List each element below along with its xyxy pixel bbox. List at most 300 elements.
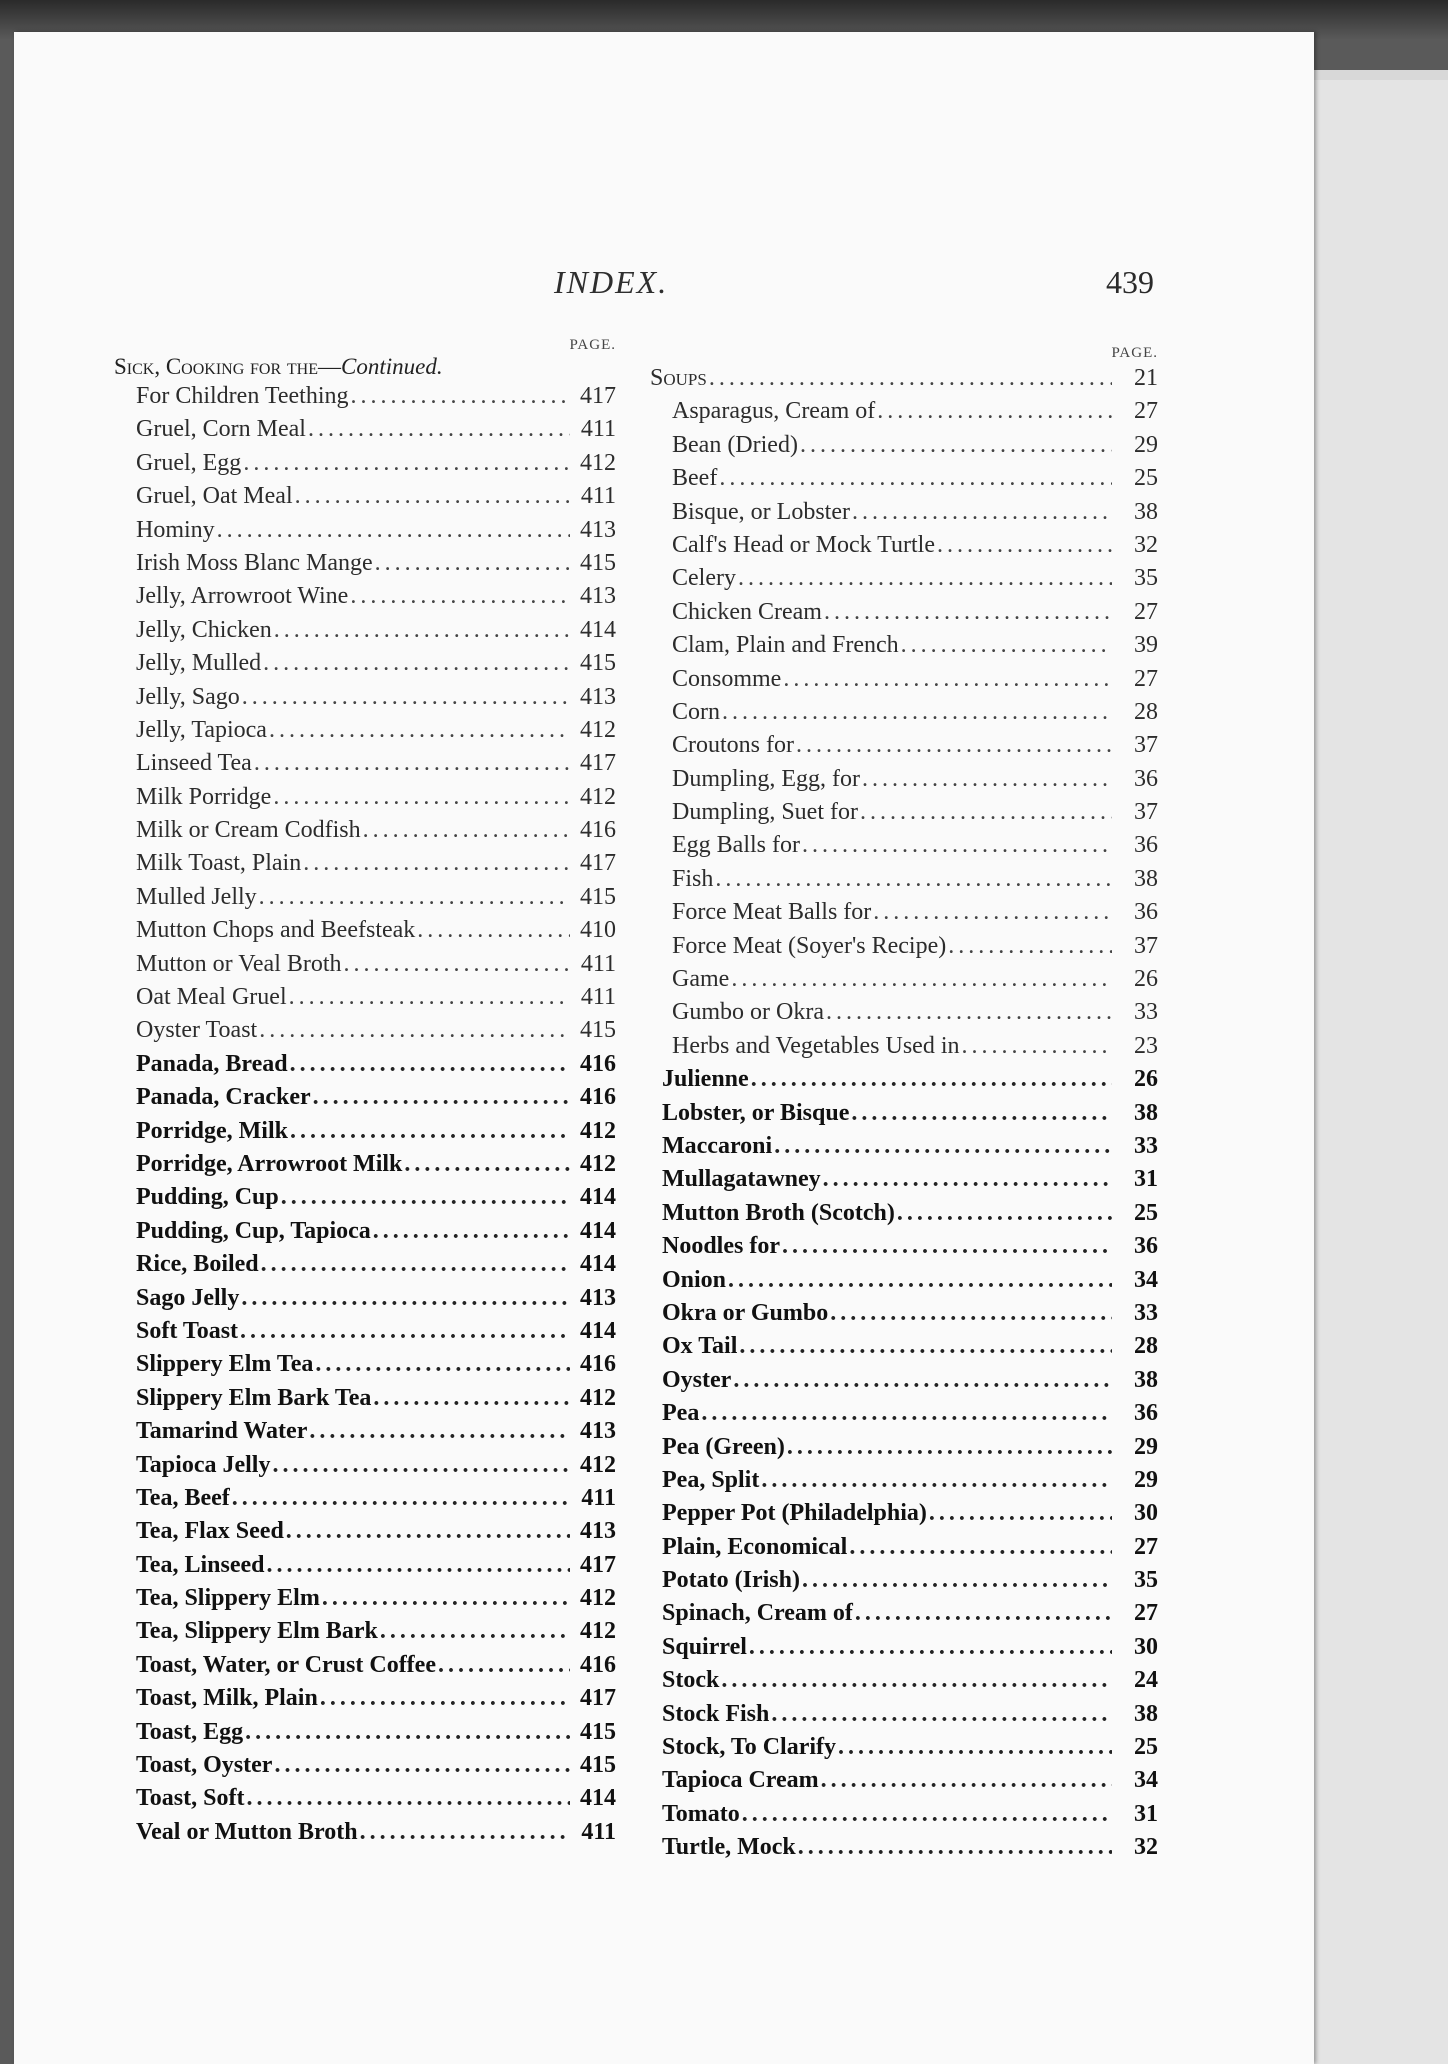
index-entry (114, 1615, 616, 1648)
entry-title: Squirrel (662, 1633, 747, 1660)
entry-page: 37 (1134, 932, 1158, 959)
left-entry-list (114, 380, 616, 1849)
entry-title: Hominy (136, 516, 215, 543)
entry-page: 412 (580, 716, 616, 743)
entry-title: Slippery Elm Tea (136, 1351, 314, 1378)
entry-title: Veal or Mutton Broth (136, 1818, 358, 1845)
index-entry (650, 1597, 1158, 1630)
index-entry (650, 696, 1158, 729)
entry-title: For Children Teething (136, 383, 349, 409)
entry-page: 413 (580, 583, 616, 610)
entry-title: Mulled Jelly (136, 883, 257, 910)
dot-leader (232, 1482, 570, 1515)
entry-title: Tea, Linseed (136, 1551, 265, 1578)
dot-leader (274, 1749, 570, 1782)
dot-leader (375, 547, 570, 580)
dot-leader (259, 1014, 570, 1047)
index-entry (650, 829, 1158, 862)
section-title: Sick, Cooking for the— (114, 354, 342, 379)
dot-leader (242, 681, 570, 714)
index-entry (650, 963, 1158, 996)
entry-page: 25 (1134, 465, 1158, 492)
dot-leader (380, 1615, 570, 1648)
entry-page: 27 (1134, 1533, 1158, 1560)
right-entry-list (650, 395, 1158, 1864)
index-entry (650, 663, 1158, 696)
index-entry (114, 881, 616, 914)
entry-title: Milk Toast, Plain (136, 850, 302, 877)
index-entry (114, 1716, 616, 1749)
entry-title: Celery (672, 565, 736, 592)
dot-leader (259, 881, 570, 914)
index-entry (650, 496, 1158, 529)
entry-title: Dumpling, Egg, for (672, 765, 860, 792)
dot-leader (851, 1097, 1112, 1130)
dot-leader (722, 696, 1112, 729)
index-entry (114, 1348, 616, 1381)
entry-title: Mullagatawney (662, 1166, 821, 1193)
entry-page: 417 (580, 1551, 616, 1578)
entry-title: Tamarind Water (136, 1418, 308, 1445)
dot-leader (715, 863, 1112, 896)
index-entry (114, 514, 616, 547)
entry-title: Porridge, Milk (136, 1117, 288, 1144)
dot-leader (290, 1115, 570, 1148)
entry-title: Toast, Water, or Crust Coffee (136, 1651, 436, 1678)
dot-leader (286, 1515, 570, 1548)
index-entry (114, 1181, 616, 1214)
entry-page: 411 (580, 984, 616, 1011)
index-entry (650, 1631, 1158, 1664)
index-entry (114, 1215, 616, 1248)
dot-leader (897, 1197, 1112, 1230)
dot-leader (360, 1816, 570, 1849)
dot-leader (823, 1163, 1112, 1196)
entry-page: 31 (1134, 1166, 1158, 1193)
dot-leader (373, 1215, 570, 1248)
entry-title: Stock Fish (662, 1700, 770, 1727)
entry-title: Herbs and Vegetables Used in (672, 1032, 960, 1059)
entry-title: Fish (672, 865, 714, 892)
index-entry (650, 1831, 1158, 1864)
entry-title: Sago Jelly (136, 1284, 240, 1311)
dot-leader (739, 1330, 1112, 1363)
entry-title: Ox Tail (662, 1333, 738, 1360)
entry-page: 416 (580, 1084, 616, 1111)
entry-page: 413 (580, 683, 616, 710)
entry-page: 411 (580, 416, 616, 443)
entry-page: 25 (1134, 1734, 1158, 1761)
entry-page: 26 (1134, 966, 1158, 993)
entry-page: 32 (1134, 1834, 1158, 1861)
index-entry (650, 1764, 1158, 1797)
entry-page: 30 (1134, 1500, 1158, 1527)
index-entry (650, 1698, 1158, 1731)
index-entry (114, 1282, 616, 1315)
entry-title: Milk Porridge (136, 783, 272, 810)
entry-page: 417 (580, 1685, 616, 1712)
entry-page: 31 (1134, 1800, 1158, 1827)
dot-leader (308, 413, 570, 446)
entry-title: Beef (672, 465, 718, 492)
index-entry (650, 1798, 1158, 1831)
dot-leader (771, 1698, 1112, 1731)
dot-leader (721, 1664, 1112, 1697)
index-entry (114, 781, 616, 814)
index-entry (650, 1564, 1158, 1597)
index-entry (650, 429, 1158, 462)
section-page: 21 (1134, 365, 1158, 391)
section-title: Soups (650, 365, 707, 391)
dot-leader (852, 496, 1112, 529)
index-entry (650, 462, 1158, 495)
dot-leader (373, 1382, 570, 1415)
dot-leader (315, 1348, 570, 1381)
entry-page: 38 (1134, 865, 1158, 892)
entry-page: 35 (1134, 1567, 1158, 1594)
entry-title: Rice, Boiled (136, 1251, 259, 1278)
dot-leader (322, 1582, 570, 1615)
index-entry (114, 480, 616, 513)
index-entry (114, 547, 616, 580)
entry-title: Jelly, Arrowroot Wine (136, 583, 349, 610)
index-entry (114, 1148, 616, 1181)
entry-title: Oyster (662, 1366, 732, 1393)
dot-leader (245, 1716, 570, 1749)
index-entry (650, 1097, 1158, 1130)
entry-page: 414 (580, 1251, 616, 1278)
entry-page: 33 (1134, 1132, 1158, 1159)
entry-title: Pea (662, 1400, 700, 1427)
index-entry (650, 1030, 1158, 1063)
entry-title: Porridge, Arrowroot Milk (136, 1150, 403, 1177)
entry-title: Bean (Dried) (672, 431, 798, 458)
index-entry (114, 1649, 616, 1682)
entry-page: 414 (580, 616, 616, 643)
entry-title: Oyster Toast (136, 1017, 258, 1044)
entry-title: Jelly, Chicken (136, 616, 272, 643)
entry-page: 25 (1134, 1199, 1158, 1226)
right-page-label: PAGE. (1111, 345, 1158, 361)
page-number: 439 (1106, 264, 1154, 300)
index-entry (114, 681, 616, 714)
entry-title: Calf's Head or Mock Turtle (672, 531, 935, 558)
entry-title: Croutons for (672, 732, 794, 759)
index-entry (650, 996, 1158, 1029)
running-title: INDEX. (554, 264, 669, 300)
entry-title: Corn (672, 698, 720, 725)
dot-leader (417, 914, 570, 947)
dot-leader (303, 847, 570, 880)
index-entry (114, 747, 616, 780)
underlying-page-edge-inner (1310, 80, 1448, 2064)
entry-page: 415 (580, 1017, 616, 1044)
index-entry (114, 981, 616, 1014)
entry-page: 413 (580, 1418, 616, 1445)
entry-page: 415 (580, 1718, 616, 1745)
index-entry (114, 847, 616, 880)
entry-title: Toast, Milk, Plain (136, 1685, 318, 1712)
dot-leader (254, 747, 570, 780)
index-entry (114, 1749, 616, 1782)
entry-title: Onion (662, 1266, 727, 1293)
entry-page: 24 (1134, 1667, 1158, 1694)
entry-page: 37 (1134, 799, 1158, 826)
entry-title: Linseed Tea (136, 750, 252, 777)
entry-page: 410 (580, 917, 616, 944)
entry-page: 33 (1134, 1299, 1158, 1326)
index-entry (650, 763, 1158, 796)
right-index-column (650, 344, 1158, 1865)
entry-title: Pepper Pot (Philadelphia) (662, 1500, 927, 1527)
index-entry (114, 413, 616, 446)
dot-leader (738, 562, 1112, 595)
entry-title: Potato (Irish) (662, 1567, 800, 1594)
entry-title: Irish Moss Blanc Mange (136, 549, 373, 576)
index-entry (650, 1163, 1158, 1196)
dot-leader (272, 1449, 570, 1482)
entry-title: Gruel, Corn Meal (136, 416, 306, 443)
index-entry (650, 395, 1158, 428)
entry-title: Mutton or Veal Broth (136, 950, 342, 977)
entry-page: 413 (580, 516, 616, 543)
dot-leader (824, 596, 1112, 629)
entry-page: 38 (1134, 1366, 1158, 1393)
dot-leader (438, 1649, 570, 1682)
dot-leader (290, 1048, 570, 1081)
index-entry (114, 1449, 616, 1482)
index-entry (650, 930, 1158, 963)
index-entry (114, 714, 616, 747)
dot-leader (838, 1731, 1112, 1764)
index-entry (650, 1197, 1158, 1230)
entry-page: 29 (1134, 431, 1158, 458)
dot-leader (728, 1264, 1112, 1297)
entry-title: Pea, Split (662, 1466, 760, 1493)
dot-leader (363, 814, 570, 847)
dot-leader (751, 1063, 1112, 1096)
dot-leader (241, 1282, 570, 1315)
dot-leader (783, 663, 1112, 696)
entry-title: Force Meat Balls for (672, 899, 872, 926)
index-entry (114, 580, 616, 613)
index-entry (114, 1115, 616, 1148)
entry-page: 36 (1134, 765, 1158, 792)
index-entry (650, 1531, 1158, 1564)
entry-page: 23 (1134, 1032, 1158, 1059)
index-entry (114, 1315, 616, 1348)
entry-title: Pudding, Cup, Tapioca (136, 1217, 371, 1244)
dot-leader (733, 1364, 1112, 1397)
dot-leader (782, 1230, 1112, 1263)
entry-page: 415 (580, 883, 616, 910)
entry-title: Jelly, Tapioca (136, 716, 267, 743)
entry-page: 34 (1134, 1767, 1158, 1794)
index-entry (114, 1014, 616, 1047)
entry-title: Toast, Soft (136, 1785, 245, 1812)
entry-page: 36 (1134, 1233, 1158, 1260)
index-entry (114, 1816, 616, 1849)
dot-leader (243, 447, 570, 480)
dot-leader (295, 480, 570, 513)
index-entry (114, 1482, 616, 1515)
entry-title: Asparagus, Cream of (672, 398, 876, 425)
entry-page: 416 (580, 1651, 616, 1678)
entry-page: 414 (580, 1217, 616, 1244)
index-entry (650, 1063, 1158, 1096)
dot-leader (800, 429, 1112, 462)
entry-title: Jelly, Mulled (136, 650, 262, 677)
entry-title: Tomato (662, 1800, 740, 1827)
entry-title: Noodles for (662, 1233, 780, 1260)
entry-page: 28 (1134, 698, 1158, 725)
entry-title: Tea, Flax Seed (136, 1518, 284, 1545)
entry-page: 36 (1134, 899, 1158, 926)
index-entry (114, 914, 616, 947)
entry-page: 411 (580, 950, 616, 977)
dot-leader (719, 462, 1112, 495)
dot-leader (404, 1148, 570, 1181)
dot-leader (350, 580, 570, 613)
left-index-column (114, 336, 616, 1849)
index-entry (114, 1248, 616, 1281)
entry-title: Tea, Slippery Elm Bark (136, 1618, 378, 1645)
index-entry (114, 380, 616, 413)
dot-leader (860, 796, 1112, 829)
entry-title: Stock (662, 1667, 720, 1694)
entry-page: 33 (1134, 999, 1158, 1026)
entry-page: 413 (580, 1518, 616, 1545)
dot-leader (269, 714, 570, 747)
dot-leader (240, 1315, 570, 1348)
dot-leader (709, 362, 1112, 395)
dot-leader (937, 529, 1112, 562)
dot-leader (929, 1497, 1112, 1530)
dot-leader (873, 896, 1112, 929)
dot-leader (862, 763, 1112, 796)
index-entry (650, 796, 1158, 829)
entry-page: 29 (1134, 1433, 1158, 1460)
index-entry (650, 1664, 1158, 1697)
entry-page: 415 (580, 549, 616, 576)
entry-title: Consomme (672, 665, 782, 692)
entry-title: Okra or Gumbo (662, 1299, 829, 1326)
index-entry (114, 948, 616, 981)
entry-title: Spinach, Cream of (662, 1600, 853, 1627)
entry-page: 417 (580, 850, 616, 877)
dot-leader (309, 1415, 570, 1448)
entry-page: 38 (1134, 1099, 1158, 1126)
entry-page: 414 (580, 1785, 616, 1812)
entry-title: Maccaroni (662, 1132, 773, 1159)
index-entry (114, 1048, 616, 1081)
dot-leader (217, 514, 570, 547)
index-entry (650, 1330, 1158, 1363)
entry-title: Gumbo or Okra (672, 999, 824, 1026)
dot-leader (830, 1297, 1112, 1330)
dot-leader (802, 829, 1112, 862)
section-continued: Continued. (341, 354, 443, 379)
entry-page: 27 (1134, 1600, 1158, 1627)
dot-leader (281, 1181, 570, 1214)
index-entry (650, 729, 1158, 762)
entry-page: 411 (580, 483, 616, 510)
entry-title: Panada, Bread (136, 1050, 288, 1077)
entry-page: 36 (1134, 1400, 1158, 1427)
entry-page: 27 (1134, 665, 1158, 692)
dot-leader (961, 1030, 1112, 1063)
entry-title: Clam, Plain and French (672, 632, 899, 659)
dot-leader (344, 948, 570, 981)
dot-leader (798, 1831, 1112, 1864)
dot-leader (855, 1597, 1112, 1630)
entry-page: 414 (580, 1317, 616, 1344)
entry-title: Mutton Broth (Scotch) (662, 1199, 895, 1226)
index-entry (114, 1549, 616, 1582)
index-entry (114, 1081, 616, 1114)
entry-page: 416 (580, 1050, 616, 1077)
entry-page: 39 (1134, 632, 1158, 659)
entry-title: Toast, Oyster (136, 1752, 273, 1779)
entry-title: Panada, Cracker (136, 1084, 311, 1111)
index-entry (114, 1515, 616, 1548)
dot-leader (761, 1464, 1112, 1497)
entry-page: 412 (580, 1384, 616, 1411)
entry-page: 28 (1134, 1333, 1158, 1360)
dot-leader (246, 1782, 570, 1815)
dot-leader (774, 1130, 1112, 1163)
entry-title: Slippery Elm Bark Tea (136, 1384, 372, 1411)
entry-title: Dumpling, Suet for (672, 799, 858, 826)
entry-title: Soft Toast (136, 1317, 239, 1344)
index-entry (650, 596, 1158, 629)
entry-page: 30 (1134, 1633, 1158, 1660)
entry-title: Lobster, or Bisque (662, 1099, 850, 1126)
entry-page: 413 (580, 1284, 616, 1311)
entry-page: 32 (1134, 531, 1158, 558)
dot-leader (796, 729, 1112, 762)
entry-page: 35 (1134, 565, 1158, 592)
dot-leader (313, 1081, 570, 1114)
entry-title: Julienne (662, 1066, 749, 1093)
index-entry (114, 1382, 616, 1415)
entry-title: Turtle, Mock (662, 1834, 796, 1861)
entry-page: 412 (580, 1150, 616, 1177)
entry-page: 27 (1134, 398, 1158, 425)
entry-page: 412 (580, 1117, 616, 1144)
entry-page: 38 (1134, 1700, 1158, 1727)
entry-title: Toast, Egg (136, 1718, 244, 1745)
entry-page: 411 (581, 1818, 616, 1845)
index-entry (114, 1782, 616, 1815)
dot-leader (877, 395, 1112, 428)
dot-leader (266, 1549, 570, 1582)
index-entry (114, 447, 616, 480)
index-entry (114, 814, 616, 847)
entry-title: Force Meat (Soyer's Recipe) (672, 932, 947, 959)
dot-leader (261, 1248, 570, 1281)
index-entry (114, 1582, 616, 1615)
entry-title: Milk or Cream Codfish (136, 817, 361, 844)
entry-page: 417 (580, 750, 616, 777)
entry-title: Gruel, Egg (136, 449, 242, 476)
index-entry (114, 1682, 616, 1715)
entry-page: 38 (1134, 498, 1158, 525)
index-entry (650, 1497, 1158, 1530)
soups-section-heading (650, 362, 1158, 395)
index-entry (650, 863, 1158, 896)
dot-leader (263, 647, 570, 680)
